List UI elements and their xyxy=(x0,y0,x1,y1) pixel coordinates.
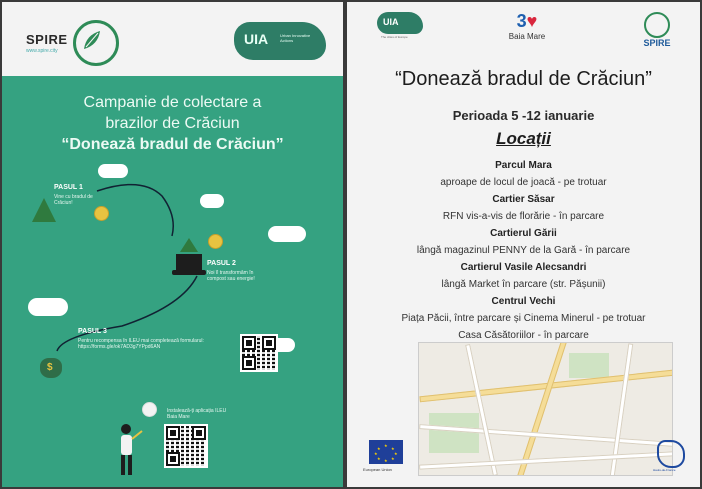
bubble-icon xyxy=(142,402,157,417)
eu-label: European Union xyxy=(363,467,392,472)
step-3-label: PASUL 3 xyxy=(78,328,107,335)
spire-logo-name: SPIRE xyxy=(643,38,671,48)
locations-panel xyxy=(347,2,700,487)
spire-logo-url: www.spire.city xyxy=(26,48,58,54)
step-2-text: Noi îl transformăm în compost sau energie! xyxy=(207,270,255,282)
city-map[interactable] xyxy=(418,342,673,476)
step-2-label: PASUL 2 xyxy=(207,260,236,267)
campaign-quote: “Donează bradul de Crăciun” xyxy=(61,136,284,153)
campaign-title-line1: Campanie de colectare a xyxy=(83,94,262,111)
campaign-period: Perioada 5 -12 ianuarie xyxy=(452,108,595,123)
person-with-phone-icon xyxy=(112,421,146,477)
map-park xyxy=(429,413,479,453)
location-detail: RFN vis-a-vis de florărie - în parcare xyxy=(442,211,605,222)
magic-hat-icon xyxy=(172,238,206,266)
eu-flag-icon: ★ ★ ★ ★ ★ ★ ★ ★ xyxy=(369,440,403,464)
baia-mare-name: Baia Mare xyxy=(508,32,546,41)
baia-mare-logo xyxy=(497,10,557,50)
christmas-tree-icon xyxy=(32,198,56,222)
spire-ring-icon xyxy=(644,12,670,38)
uia-logo-name: UIA xyxy=(244,31,269,47)
map-road xyxy=(419,451,673,469)
map-park xyxy=(569,353,609,378)
location-name: Centrul Vechi xyxy=(491,296,556,307)
uia-logo-sub: The cities of Europe xyxy=(381,35,408,39)
spire-logo-name: SPIRE xyxy=(26,32,68,47)
cloud-icon xyxy=(200,194,224,208)
map-road xyxy=(516,342,569,476)
uia-logo xyxy=(377,12,439,42)
cloud-icon xyxy=(98,164,128,178)
step-3-text: Pentru recompensa în ILEU mai completează formularul: https://forms.gle/ok7AD3g7YPpd6AN xyxy=(78,338,204,350)
location-detail: Piața Păcii, între parcare și Cinema Minerul - pe trotuar xyxy=(401,313,646,324)
locations-heading: Locații xyxy=(496,129,551,148)
campaign-title-line2: brazilor de Crăciun xyxy=(105,115,240,132)
location-name: Cartierul Vasile Alecsandri xyxy=(460,262,587,273)
coin-icon xyxy=(94,206,109,221)
money-bag-icon: $ xyxy=(40,358,62,378)
coin-icon xyxy=(208,234,223,249)
location-detail: lângă magazinul PENNY de la Gară - în parcare xyxy=(416,245,631,256)
locations-list xyxy=(347,157,700,344)
baia-mare-mark-icon: 3♥ xyxy=(516,11,538,31)
hauts-de-france-logo-icon xyxy=(657,440,685,468)
app-install-text: Instalează-ți aplicația ILEU Baia Mare xyxy=(167,408,227,420)
location-detail: Casa Căsătoriilor - în parcare xyxy=(458,330,589,341)
qr-code-form-icon[interactable] xyxy=(240,334,278,372)
spire-leaf-icon xyxy=(76,23,110,57)
spire-logo xyxy=(26,20,126,64)
qr-code-app-icon[interactable] xyxy=(164,424,208,468)
cloud-icon xyxy=(268,226,306,242)
spire-logo xyxy=(639,12,675,52)
location-name: Parcul Mara xyxy=(495,160,552,171)
step-1-text: Vine cu bradul de Crăciun! xyxy=(54,194,93,206)
region-label: Hauts-de-France xyxy=(653,468,676,472)
location-name: Cartier Săsar xyxy=(492,194,555,205)
uia-logo-name: UIA xyxy=(383,17,399,27)
campaign-poster-panel xyxy=(2,2,343,487)
spire-ring-icon xyxy=(73,20,119,66)
map-road xyxy=(465,344,498,476)
location-name: Cartierul Gării xyxy=(490,228,557,239)
green-poster xyxy=(2,76,343,487)
campaign-title: “Donează bradul de Crăciun” xyxy=(395,68,652,90)
cloud-icon xyxy=(28,298,68,316)
uia-logo xyxy=(234,22,326,60)
uia-logo-tagline: Urban Innovative Actions xyxy=(280,33,311,43)
location-detail: aproape de locul de joacă - pe trotuar xyxy=(440,177,607,188)
location-detail: lângă Market în parcare (str. Pășunii) xyxy=(441,279,606,290)
step-1-label: PASUL 1 xyxy=(54,184,83,191)
